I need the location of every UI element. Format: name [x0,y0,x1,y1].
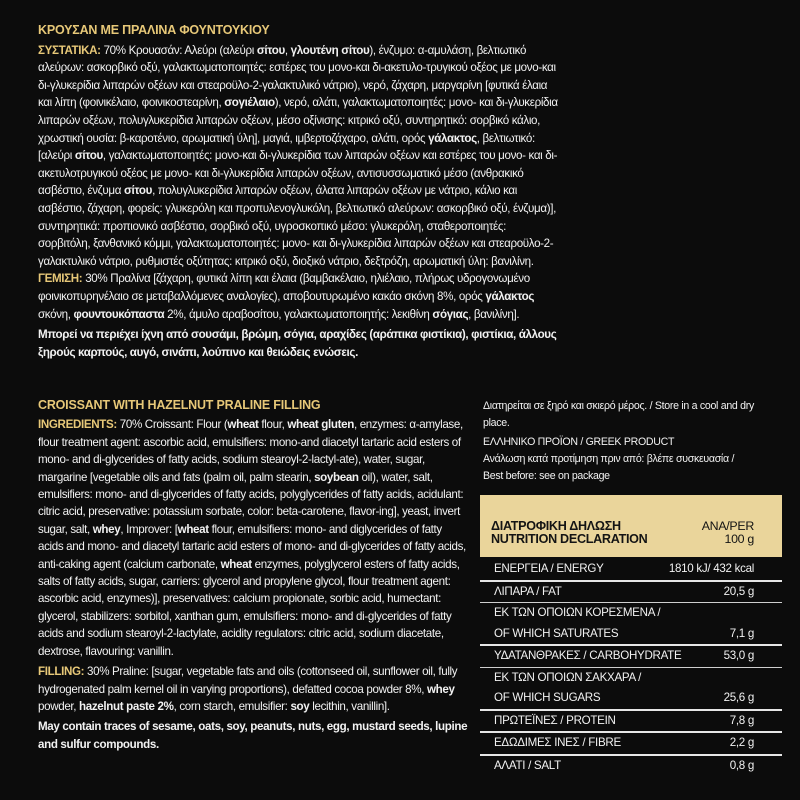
text-run: 70% Κρουασάν: Αλεύρι (αλεύρι [100,43,257,57]
nutrition-table [480,495,782,776]
allergen-word: wheat [220,557,252,571]
greek-ingredients [38,42,558,271]
text-run: enzymes, polyglycerol esters of fatty acids, salts of fatty acids, sugar, carriers: glycerol and propylene glycol, flour treatment agent: ascorbic acid, enzymes)], preservatives: calcium propionate, sorbic acid, humectant: glycerol, stabilizers: sorbitol, xanthan gum, emulsifiers: mono- and di-glycerides of fatty acids and sodium stearoyl-2-lactylate, acidity regulators: citric acid, sodium diacetate, dextrose, flavouring: vanillin. [38,557,460,658]
nutrition-row-carbohydrate [480,646,782,668]
best-before-en: Best before: see on package [483,470,610,482]
nutrition-row-fat [480,582,782,604]
english-section [38,397,468,753]
nutrition-title-gr: ΔΙΑΤΡΟΦΙΚΗ ΔΗΛΩΣΗ [491,519,621,533]
nutrient-label: ΕΚ ΤΩΝ ΟΠΟΙΩΝ ΚΟΡΕΣΜΕΝΑ / [494,606,661,619]
text-run: , βελτιωτικό: [αλεύρι [38,131,535,163]
allergen-word: σίτου [123,184,153,198]
text-run: flour, [258,418,288,432]
nutrient-label: ΠΡΩΤΕΪΝΕΣ / PROTEIN [494,713,616,727]
nutrient-label: ΕΔΩΔΙΜΕΣ ΙΝΕΣ / FIBRE [494,736,621,749]
text-run: , Improver: [ [120,522,178,536]
english-ingredients-label: INGREDIENTS: [38,418,117,432]
text-run: oil), water, salt, emulsifiers: mono- and di-glycerides of fatty acids, polyglycerides of fatty acids, acidulant: citric acid, preservative: potassium sorbate, color: beta-carotene, flavor-ing], yeast, invert sugar, salt, [38,470,464,536]
english-ingredients [38,416,468,660]
allergen-word: γλουτένη σίτου [290,43,370,57]
nutrient-value: 7,1 g [729,626,754,640]
nutrition-per-amount: 100 g [724,532,754,546]
text-run: 30% Praline: [sugar, vegetable fats and oils (cottonseed oil, sunflower oil, fully hydrogenated palm kernel oil in varying proportions), defatted cocoa powder 8%, [38,665,458,696]
nutrition-row-salt [480,756,782,777]
allergen-word: σόγιας [432,307,469,321]
allergen-word: σίτου [74,149,103,163]
nutrient-value: 7,8 g [729,713,754,727]
text-run: flour, emulsifiers: mono- and diglycerides of fatty acids and mono- and diacetyl tartaric acid esters of mono- and di-glycerides of fatty acids, anti-caking agent (calcium carbonate, [38,522,466,571]
allergen-word: γάλακτος [485,289,535,303]
allergen-word: wheat [227,418,259,432]
storage-instructions: Διατηρείται σε ξηρό και σκιερό μέρος. / Store in a cool and dry place. [483,400,754,429]
nutrient-label: ΕΚ ΤΩΝ ΟΠΟΙΩΝ ΣΑΚΧΑΡΑ / [494,670,642,684]
storage-info [483,398,783,485]
nutrient-value: 0,8 g [729,758,754,772]
nutrition-row-energy [480,559,782,582]
nutrient-value: 2,2 g [729,736,754,749]
allergen-word: σογιέλαιο [224,96,275,110]
text-run: powder, [38,699,80,713]
text-run: 70% Croissant: Flour ( [116,418,228,432]
greek-filling-label: ΓΕΜΙΣΗ: [38,272,83,286]
nutrition-title-en: NUTRITION DECLARATION [491,532,648,546]
text-run: , βανιλίνη]. [468,307,520,321]
text-run: , enzymes: α-amylase, flour treatment agent: ascorbic acid, emulsifiers: mono-and diacetyl tartaric acid esters of mono- and di-glycerides of fatty acids, sodium stearoyl-2-lactyl-ate), water, sugar, margarine [vegetable oils and fats (palm oil, palm stearin, [38,418,463,484]
english-filling [38,663,468,715]
nutrient-value: 53,0 g [723,649,754,662]
allergen-word: hazelnut paste 2% [79,699,174,713]
allergen-word: φουντουκόπαστα [73,307,165,321]
allergen-word: wheat [177,522,209,536]
nutrient-label-en: OF WHICH SUGARS [494,691,601,704]
nutrient-label: ΥΔΑΤΑΝΘΡΑΚΕΣ / CARBOHYDRATE [494,649,682,662]
allergen-word: whey [426,682,455,696]
nutrition-row-saturates [480,603,782,646]
nutrient-label: ΛΙΠΑΡΑ / FAT [494,584,562,598]
allergen-word: whey [92,522,121,536]
allergen-word: σίτου [256,43,285,57]
text-run: lecithin, vanillin]. [309,699,390,713]
nutrition-row-fibre [480,733,782,756]
nutrition-row-sugars [480,668,782,711]
nutrient-value: 25,6 g [723,691,754,704]
text-run: , πολυγλυκερίδια λιπαρών οξέων, άλατα λιπαρών οξέων με νάτριο, κάλιο και ασβέστιο, ζάχαρη, φορείς: γλυκερόλη και προπυλενογλυκόλη, βελτιωτικό αλεύρων: ασκορβικό οξύ, ένζυμα)], συντηρητικά: προπιονικό ασβέστιο, σορβικό οξύ, υγροσκοπικό μέσο: γλυκερόλη, σταθεροποιητές: σορβιτόλη, ξανθανικό κόμμι, γαλακτωματοποιητές: μονο- και δι-γλυκερίδια λιπαρών οξέων και στεαροϋλο-2-γαλακτυλικό νάτριο, ρυθμιστές οξύτητας: κιτρικό οξύ, διοξικό νάτριο, δεξτρόζη, αρωματική ύλη: βανιλίνη. [38,184,556,268]
nutrition-per-label: ΑΝΑ/PER [701,519,754,533]
english-title: CROISSANT WITH HAZELNUT PRALINE FILLING [38,398,321,412]
allergen-word: soy [290,699,310,713]
allergen-word: γάλακτος [428,131,477,145]
nutrient-label: ΑΛΑΤΙ / SALT [494,758,561,772]
text-run: ), ένζυμο: α-αμυλάση, βελτιωτικό αλεύρων: ασκορβικό οξύ, γαλακτωματοποιητές: εστέρες του μονο-και δι-ακετυλο-τρυγικού οξέος με μονο-και δι-γλυκερίδια λιπαρών οξέων και στεαροϋλο-2-γαλακτυλικό νάτριο), νερό, ζάχαρη, μαργαρίνη [φυτικά έλαια και λίπη (φοινικέλαιο, φοινικοστεαρίνη, [38,43,556,110]
nutrient-label-en: OF WHICH SATURATES [494,626,619,640]
nutrient-label: ΕΝΕΡΓΕΙΑ / ENERGY [494,562,604,575]
text-run: 2%, άμυλο αραβοσίτου, γαλακτωματοποιητής: λεκιθίνη [164,307,433,321]
greek-filling [38,270,558,323]
greek-ingredients-label: ΣΥΣΤΑΤΙΚΑ: [38,43,101,57]
text-run: , γαλακτωματοποιητές: μονο-και δι-γλυκερίδια των λιπαρών οξέων και εστέρες του μονο- και δι-ακετυλοτρυγικού οξέος με μονο- και δι-γλυκερίδια λιπαρών οξέων, αντισυσσωματικό μέσο (ανθρακικό ασβέστιο, ένζυμα [38,149,558,198]
nutrient-value: 1810 kJ/ 432 kcal [668,562,754,575]
product-origin: ΕΛΛΗΝΙΚΟ ΠΡΟΪΟΝ / GREEK PRODUCT [483,436,675,448]
nutrition-row-protein [480,711,782,734]
allergen-word: wheat gluten [287,418,354,432]
text-run: , corn starch, emulsifier: [173,699,291,713]
allergen-word: soybean [314,470,359,484]
nutrient-value: 20,5 g [723,584,754,598]
english-allergen-warning: May contain traces of sesame, oats, soy, peanuts, nuts, egg, mustard seeds, lupine and sulfur compounds. [38,720,468,751]
greek-section [38,22,558,361]
text-run: ), νερό, αλάτι, γαλακτωματοποιητές: μονο- και δι-γλυκερίδια λιπαρών οξέων, πολυγλυκερίδια λιπαρών οξέων, μέσο οξίνισης: κιτρικό οξύ, συντηρητικό: σορβικό κάλιο, χρωστική ουσία: β-καροτένιο, αρωματική ύλη], μαγιά, ιμβερτοζάχαρο, αλάτι, ορός [38,96,558,145]
greek-allergen-warning: Μπορεί να περιέχει ίχνη από σουσάμι, βρώμη, σόγια, αραχίδες (αράπικα φιστίκια), φιστίκια, άλλους ξηρούς καρπούς, αυγό, σινάπι, λούπινο και θειώδεις ενώσεις. [38,328,557,359]
text-run: , [284,43,291,57]
greek-title: ΚΡΟΥΣΑΝ ΜΕ ΠΡΑΛΙΝΑ ΦΟΥΝΤΟΥΚΙΟΥ [38,23,270,37]
best-before-gr: Ανάλωση κατά προτίμηση πριν από: βλέπε συσκευασία / [483,453,735,465]
nutrition-header [480,495,782,557]
text-run: 30% Πραλίνα [ζάχαρη, φυτικά λίπη και έλαια (βαμβακέλαιο, ηλιέλαιο, πλήρως υδρογονωμένο φοινικοπυρηνέλαιο σε μεταβαλλόμενες αναλογίες), αποβουτυρωμένο κακάο σκόνη 8%, ορός [38,272,530,303]
english-filling-label: FILLING: [38,665,85,679]
text-run: σκόνη, [38,307,74,321]
